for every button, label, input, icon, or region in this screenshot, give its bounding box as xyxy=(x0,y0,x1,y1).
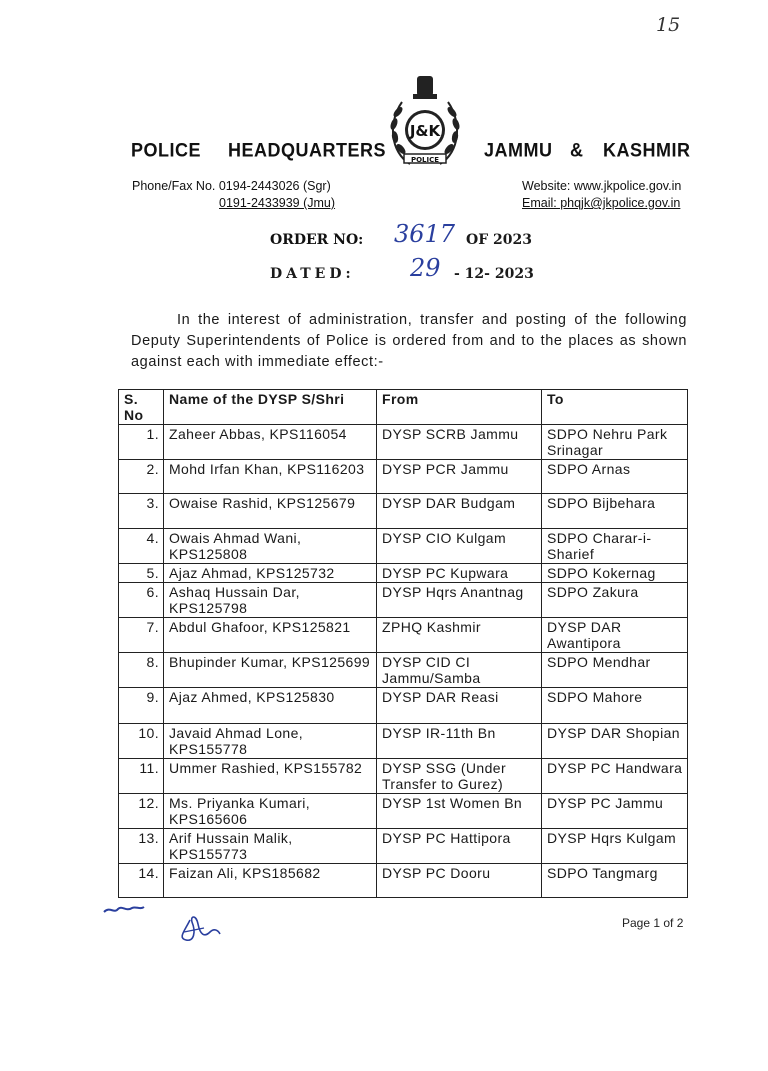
email: Email: phqjk@jkpolice.gov.in xyxy=(522,196,681,210)
cell-name: Ms. Priyanka Kumari, KPS165606 xyxy=(164,794,377,829)
website: Website: www.jkpolice.gov.in xyxy=(522,179,682,193)
cell-to: DYSP PC Jammu xyxy=(542,794,688,829)
table-row xyxy=(119,583,688,618)
order-year: OF 2023 xyxy=(466,232,532,248)
cell-sn: 14. xyxy=(119,864,164,898)
cell-sn: 6. xyxy=(119,583,164,618)
dated-day: 29 xyxy=(410,254,441,282)
cell-sn: 8. xyxy=(119,653,164,688)
cell-sn: 4. xyxy=(119,529,164,564)
cell-from: DYSP PCR Jammu xyxy=(377,460,542,494)
cell-name: Abdul Ghafoor, KPS125821 xyxy=(164,618,377,653)
header-headquarters: HEADQUARTERS xyxy=(228,138,387,161)
cell-name: Arif Hussain Malik, KPS155773 xyxy=(164,829,377,864)
table-row xyxy=(119,494,688,529)
cell-from: DYSP DAR Budgam xyxy=(377,494,542,529)
cell-sn: 11. xyxy=(119,759,164,794)
cell-name: Owaise Rashid, KPS125679 xyxy=(164,494,377,529)
cell-to: DYSP DAR Shopian xyxy=(542,724,688,759)
cell-sn: 13. xyxy=(119,829,164,864)
header-ampersand: & xyxy=(570,138,584,161)
table-row xyxy=(119,529,688,564)
cell-name: Owais Ahmad Wani, KPS125808 xyxy=(164,529,377,564)
table-row xyxy=(119,460,688,494)
cell-to: SDPO Tangmarg xyxy=(542,864,688,898)
cell-to: SDPO Zakura xyxy=(542,583,688,618)
emblem-ribbon: POLICE xyxy=(410,156,440,164)
cell-to: SDPO Kokernag xyxy=(542,564,688,583)
table-row xyxy=(119,864,688,898)
cell-sn: 9. xyxy=(119,688,164,724)
cell-name: Mohd Irfan Khan, KPS116203 xyxy=(164,460,377,494)
phone-line-2: 0191-2433939 (Jmu) xyxy=(219,196,336,210)
cell-to: DYSP Hqrs Kulgam xyxy=(542,829,688,864)
table-row xyxy=(119,688,688,724)
cell-from: DYSP SCRB Jammu xyxy=(377,425,542,460)
cell-sn: 2. xyxy=(119,460,164,494)
cell-name: Faizan Ali, KPS185682 xyxy=(164,864,377,898)
header-name: Name of the DYSP S/Shri xyxy=(164,390,377,425)
cell-from: DYSP PC Hattipora xyxy=(377,829,542,864)
cell-from: DYSP IR-11th Bn xyxy=(377,724,542,759)
cell-sn: 1. xyxy=(119,425,164,460)
header-jammu: JAMMU xyxy=(484,138,553,161)
cell-to: SDPO Bijbehara xyxy=(542,494,688,529)
cell-from: DYSP CIO Kulgam xyxy=(377,529,542,564)
table-row xyxy=(119,564,688,583)
signature-initials xyxy=(100,904,230,946)
cell-to: DYSP DAR Awantipora xyxy=(542,618,688,653)
cell-name: Ajaz Ahmad, KPS125732 xyxy=(164,564,377,583)
header-kashmir: KASHMIR xyxy=(603,138,691,161)
emblem-text: J&K xyxy=(409,122,441,140)
page-indicator: Page 1 of 2 xyxy=(622,916,684,930)
cell-from: DYSP Hqrs Anantnag xyxy=(377,583,542,618)
cell-to: SDPO Nehru Park Srinagar xyxy=(542,425,688,460)
table-row xyxy=(119,794,688,829)
cell-name: Zaheer Abbas, KPS116054 xyxy=(164,425,377,460)
order-label: ORDER NO: xyxy=(270,232,364,248)
cell-from: DYSP SSG (Under Transfer to Gurez) xyxy=(377,759,542,794)
cell-from: DYSP 1st Women Bn xyxy=(377,794,542,829)
header-to: To xyxy=(542,390,688,425)
cell-to: SDPO Mahore xyxy=(542,688,688,724)
intro-paragraph: In the interest of administration, transfer and posting of the following Deputy Superintendents of Police is ordered from and to the places as shown against each with immediate effect:- xyxy=(131,312,687,370)
dated-month-year: - 12- 2023 xyxy=(454,266,534,282)
table-row xyxy=(119,829,688,864)
cell-sn: 5. xyxy=(119,564,164,583)
table-row xyxy=(119,653,688,688)
cell-to: DYSP PC Handwara xyxy=(542,759,688,794)
table-header-row xyxy=(119,390,688,425)
cell-name: Javaid Ahmad Lone, KPS155778 xyxy=(164,724,377,759)
table-row xyxy=(119,425,688,460)
cell-name: Bhupinder Kumar, KPS125699 xyxy=(164,653,377,688)
table-row xyxy=(119,618,688,653)
jk-police-emblem-icon xyxy=(380,72,470,172)
handwritten-page-number: 15 xyxy=(656,14,681,36)
cell-to: SDPO Mendhar xyxy=(542,653,688,688)
cell-from: ZPHQ Kashmir xyxy=(377,618,542,653)
dated-label: DATED: xyxy=(270,266,355,282)
cell-sn: 7. xyxy=(119,618,164,653)
header-sn: S. No xyxy=(119,390,164,425)
cell-to: SDPO Arnas xyxy=(542,460,688,494)
cell-from: DYSP CID CI Jammu/Samba xyxy=(377,653,542,688)
cell-name: Ummer Rashied, KPS155782 xyxy=(164,759,377,794)
cell-sn: 10. xyxy=(119,724,164,759)
cell-sn: 12. xyxy=(119,794,164,829)
order-number: 3617 xyxy=(394,220,456,248)
cell-from: DYSP PC Dooru xyxy=(377,864,542,898)
cell-from: DYSP PC Kupwara xyxy=(377,564,542,583)
cell-sn: 3. xyxy=(119,494,164,529)
cell-to: SDPO Charar-i-Sharief xyxy=(542,529,688,564)
cell-name: Ashaq Hussain Dar, KPS125798 xyxy=(164,583,377,618)
cell-name: Ajaz Ahmed, KPS125830 xyxy=(164,688,377,724)
table-row xyxy=(119,759,688,794)
header-from: From xyxy=(377,390,542,425)
phone-line-1: Phone/Fax No. 0194-2443026 (Sgr) xyxy=(132,179,331,193)
header-police: POLICE xyxy=(131,138,202,161)
postings-table xyxy=(118,389,688,898)
cell-from: DYSP DAR Reasi xyxy=(377,688,542,724)
table-row xyxy=(119,724,688,759)
